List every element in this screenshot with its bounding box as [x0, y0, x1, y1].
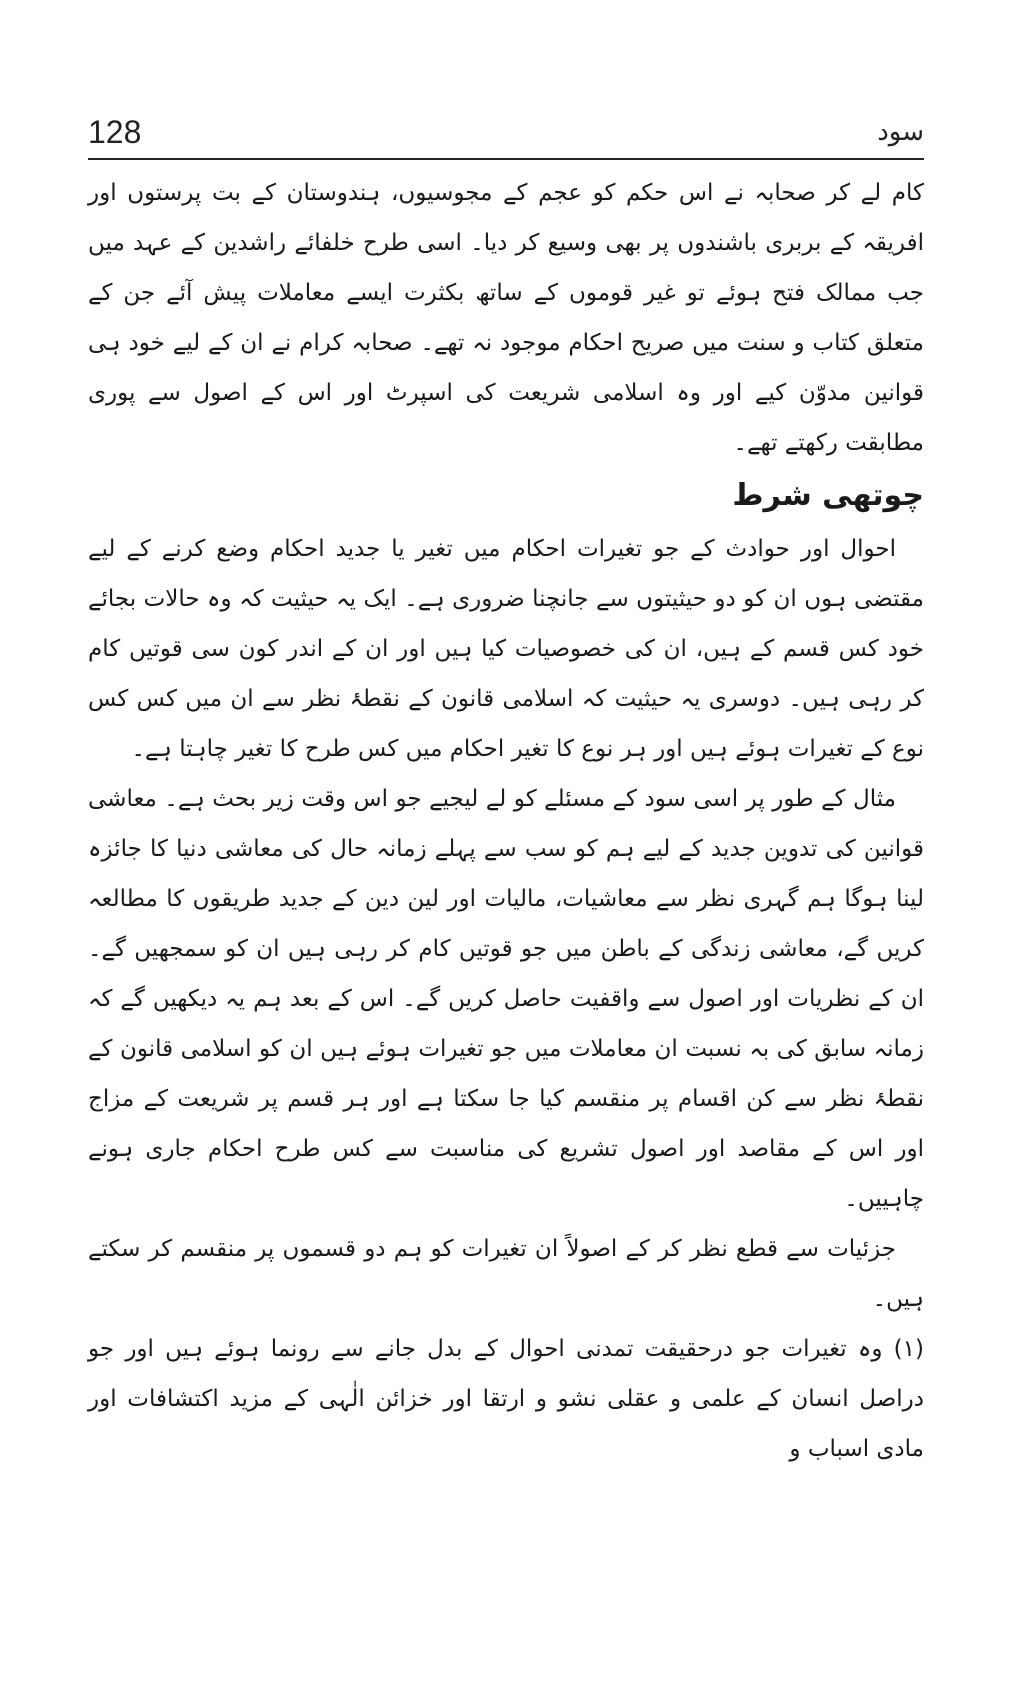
running-head: سود	[877, 117, 924, 147]
page-number: 128	[88, 114, 142, 150]
paragraph-2: احوال اور حوادث کے جو تغیرات احکام میں تغیر یا جدید احکام وضع کرنے کے لیے مقتضی ہوں ان کو دو حیثیتوں سے جانچنا ضروری ہے۔ ایک یہ حیثیت کہ وہ حالات بجائے خود کس قسم کے ہیں، ان کی خصوصیات کیا ہیں اور ان کے اندر کون سی قوتیں کام کر رہی ہیں۔ دوسری یہ حیثیت کہ اسلامی قانون کے نقطۂ نظر سے ان میں کس کس نوع کے تغیرات ہوئے ہیں اور ہر نوع کا تغیر احکام میں کس طرح کا تغیر چاہتا ہے۔	[88, 536, 924, 762]
paragraph-5: (۱) وہ تغیرات جو درحقیقت تمدنی احوال کے بدل جانے سے رونما ہوئے ہیں اور جو دراصل انسان کے علمی و عقلی نشو و ارتقا اور خزائن الٰہی کے مزید اکتشافات اور مادی اسباب و	[88, 1336, 924, 1462]
paragraph-3: مثال کے طور پر اسی سود کے مسئلے کو لے لیجیے جو اس وقت زیر بحث ہے۔ معاشی قوانین کی تدوین جدید کے لیے ہم کو سب سے پہلے زمانہ حال کی معاشی دنیا کا جائزہ لینا ہوگا ہم گہری نظر سے معاشیات، مالیات اور لین دین کے جدید طریقوں کا مطالعہ کریں گے، معاشی زندگی کے باطن میں جو قوتیں کام کر رہی ہیں ان کو سمجھیں گے۔ ان کے نظریات اور اصول سے واقفیت حاصل کریں گے۔ اس کے بعد ہم یہ دیکھیں گے کہ زمانہ سابق کی بہ نسبت ان معاملات میں جو تغیرات ہوئے ہیں ان کو اسلامی قانون کے نقطۂ نظر سے کن اقسام پر منقسم کیا جا سکتا ہے اور ہر قسم پر شریعت کے مزاج اور اس کے مقاصد اور اصول تشریع کی مناسبت سے کس طرح احکام جاری ہونے چاہییں۔	[88, 786, 924, 1212]
paragraph-1: کام لے کر صحابہ نے اس حکم کو عجم کے مجوسیوں، ہندوستان کے بت پرستوں اور افریقہ کے بربری باشندوں پر بھی وسیع کر دیا۔ اسی طرح خلفائے راشدین کے عہد میں جب ممالک فتح ہوئے تو غیر قوموں کے ساتھ بکثرت ایسے معاملات پیش آئے جن کے متعلق کتاب و سنت میں صریح احکام موجود نہ تھے۔ صحابہ کرام نے ان کے لیے خود ہی قوانین مدوّن کیے اور وہ اسلامی شریعت کی اسپرٹ اور اس کے اصول سے پوری مطابقت رکھتے تھے۔	[88, 180, 924, 456]
paragraph-4: جزئیات سے قطع نظر کر کے اصولاً ان تغیرات کو ہم دو قسموں پر منقسم کر سکتے ہیں۔	[88, 1236, 924, 1312]
body-text	[88, 168, 924, 1474]
section-heading: چوتھی شرط	[732, 478, 924, 513]
header-rule	[88, 158, 924, 160]
